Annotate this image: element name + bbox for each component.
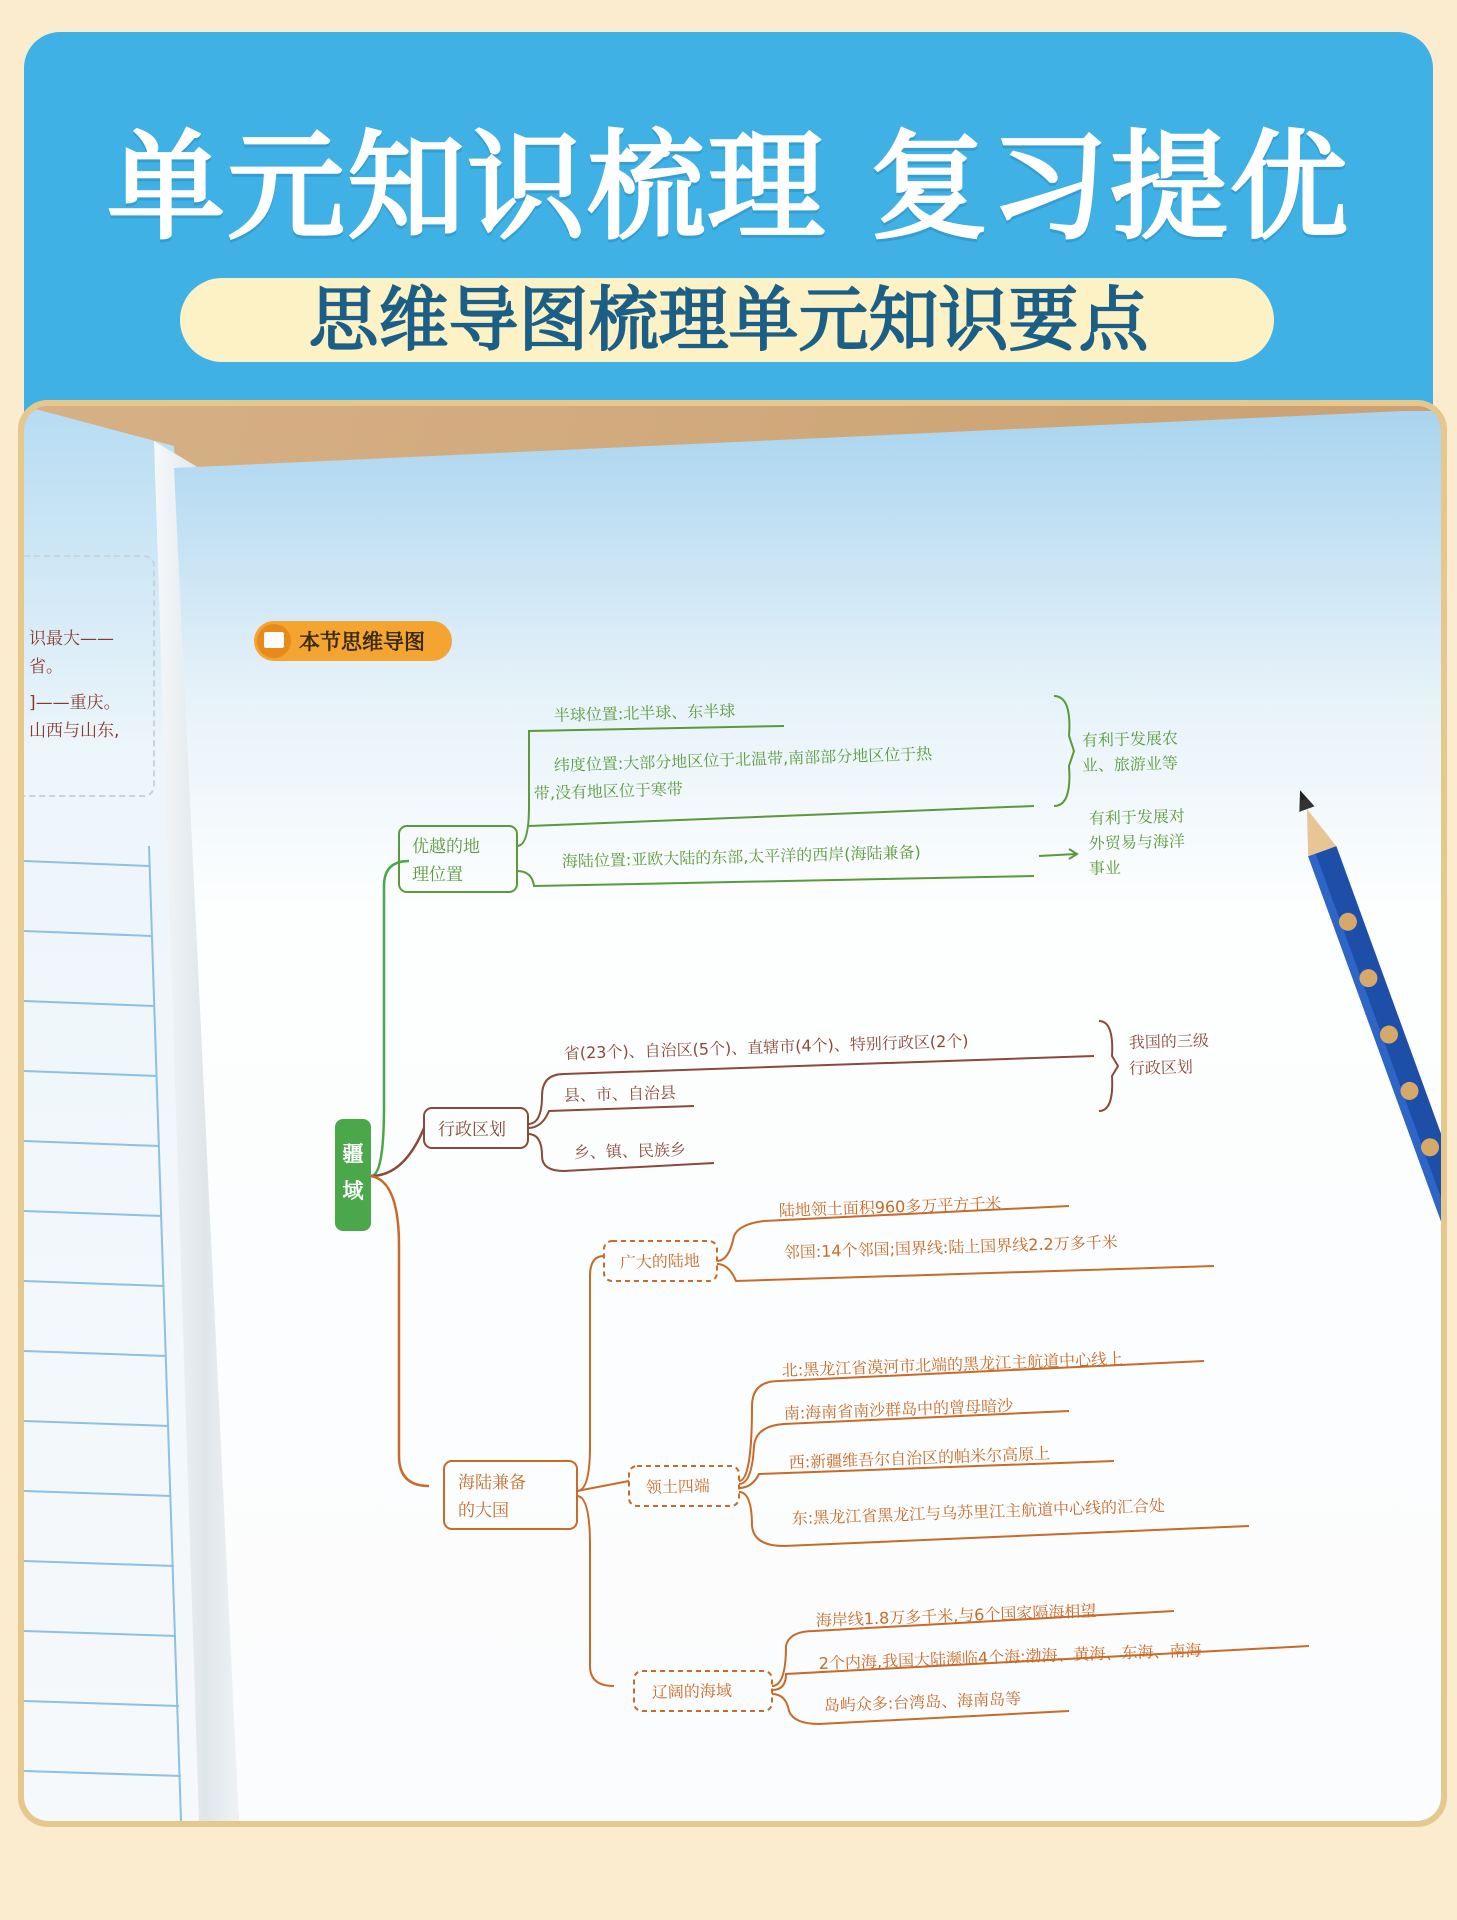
book-icon (264, 632, 284, 648)
root-char: 域 (342, 1179, 364, 1203)
group-label: 辽阔的海域 (651, 1680, 733, 1702)
branch-note: 我国的三级 (1128, 1030, 1210, 1052)
branch-item: 乡、镇、民族乡 (573, 1140, 687, 1162)
page-title: 单元知识梳理 复习提优 (106, 118, 1351, 256)
branch-label: 的大国 (458, 1501, 509, 1521)
left-note-line: 山西与山东, (29, 721, 120, 741)
group-item: 2个内海,我国大陆濒临4个海:渤海、黄海、东海、南海 (818, 1640, 1202, 1673)
group-item: 海岸线1.8万多千米,与6个国家隔海相望 (815, 1601, 1097, 1630)
root-char: 疆 (342, 1142, 364, 1166)
group-label: 广大的陆地 (619, 1250, 701, 1272)
section-label-text: 本节思维导图 (299, 630, 425, 654)
group-item: 北:黑龙江省漠河市北端的黑龙江主航道中心线上 (781, 1349, 1124, 1380)
branch-note: 行政区划 (1128, 1057, 1194, 1078)
group-item: 西:新疆维吾尔自治区的帕米尔高原上 (788, 1443, 1051, 1472)
branch-label: 海陆兼备 (458, 1473, 526, 1493)
branch-label: 理位置 (412, 865, 463, 885)
section-label (254, 621, 452, 661)
branch-item: 纬度位置:大部分地区位于北温带,南部部分地区位于热 (553, 744, 933, 775)
group-item: 南:海南省南沙群岛中的曾母暗沙 (783, 1396, 1014, 1423)
left-note-line: 识最大—— (29, 629, 114, 649)
branch-note: 事业 (1088, 858, 1122, 878)
branch-label: 行政区划 (438, 1120, 506, 1140)
branch-note: 有利于发展对 (1088, 806, 1186, 828)
page-subtitle: 思维导图梳理单元知识要点 (308, 279, 1149, 361)
branch-item: 带,没有地区位于寒带 (533, 779, 684, 803)
branch-item: 省(23个)、自治区(5个)、直辖市(4个)、特别行政区(2个) (563, 1031, 969, 1063)
group-item: 陆地领土面积960多万平方千米 (778, 1194, 1002, 1220)
branch-note: 业、旅游业等 (1081, 753, 1179, 775)
branch-label: 优越的地 (412, 837, 480, 857)
group-item: 东:黑龙江省黑龙江与乌苏里江主航道中心线的汇合处 (791, 1495, 1166, 1528)
group-item: 岛屿众多:台湾岛、海南岛等 (823, 1689, 1022, 1715)
branch-item: 海陆位置:亚欧大陆的东部,太平洋的西岸(海陆兼备) (561, 842, 921, 871)
left-note-line: ]——重庆。 (29, 693, 121, 713)
group-item: 邻国:14个邻国;国界线:陆上国界线2.2万多千米 (783, 1232, 1118, 1262)
mindmap-root (335, 1119, 371, 1231)
branch-note: 外贸易与海洋 (1088, 831, 1186, 853)
branch-note: 有利于发展农 (1081, 728, 1179, 750)
branch-item: 县、市、自治县 (563, 1083, 677, 1105)
group-label: 领土四端 (645, 1476, 711, 1497)
left-note-line: 省。 (29, 657, 63, 677)
branch-item: 半球位置:北半球、东半球 (553, 701, 736, 725)
book-photo (18, 400, 1447, 1827)
